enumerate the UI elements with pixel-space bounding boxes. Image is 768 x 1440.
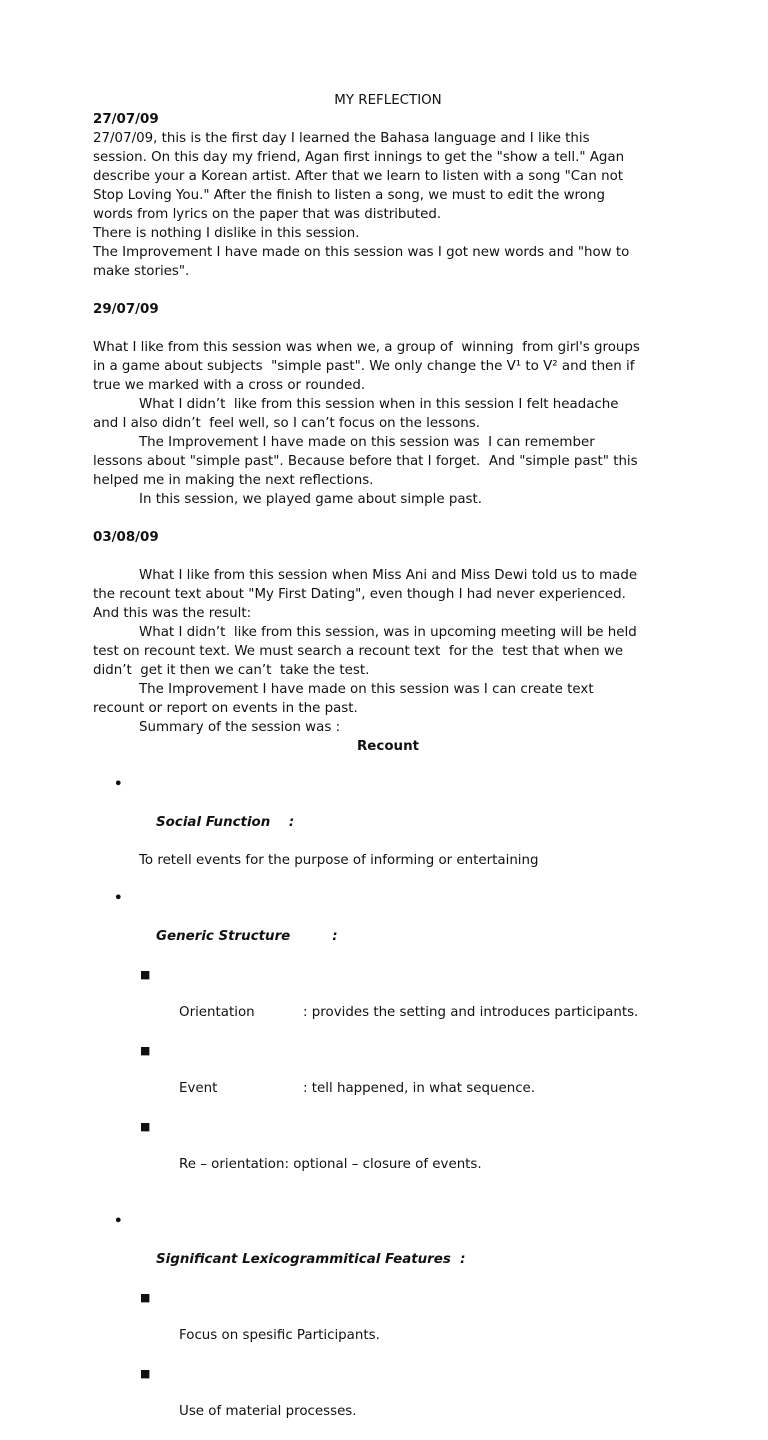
- square-bullet-icon: ■: [140, 1291, 151, 1304]
- section-date-3: 03/08/09: [93, 530, 159, 545]
- sub-item-label: Orientation: [179, 1005, 255, 1020]
- paragraph-line: The Improvement I have made on this session was I can create text: [139, 682, 594, 697]
- section-date-1: 27/07/09: [93, 112, 159, 127]
- paragraph-line: What I didn’t like from this session, was in upcoming meeting will be held: [139, 625, 637, 640]
- paragraph-line: true we marked with a cross or rounded.: [93, 378, 366, 393]
- sub-item-text: : provides the setting and introduces participants.: [303, 1005, 639, 1020]
- page-title: MY REFLECTION: [334, 93, 442, 108]
- paragraph-line: In this session, we played game about simple past.: [139, 492, 483, 507]
- sub-item-label: Event: [179, 1081, 218, 1096]
- square-bullet-icon: ■: [140, 1120, 151, 1133]
- list-item-label: Generic Structure :: [156, 929, 338, 944]
- list-item-generic-structure: [93, 889, 683, 965]
- sub-list-item: [93, 1288, 683, 1364]
- paragraph-line: And this was the result:: [93, 606, 252, 621]
- square-bullet-icon: ■: [140, 1044, 151, 1057]
- list-item-social-function: [93, 775, 683, 851]
- bullet-icon: •: [114, 777, 123, 792]
- paragraph-line: make stories".: [93, 264, 190, 279]
- sub-item-label: Re – orientation: [179, 1157, 285, 1172]
- spacer: [93, 870, 683, 889]
- sub-list-item: [93, 965, 683, 1041]
- paragraph-line: Stop Loving You." After the finish to listen a song, we must to edit the wrong: [93, 188, 605, 203]
- paragraph-line: What I didn’t like from this session when in this session I felt headache: [139, 397, 619, 412]
- sub-list-item: [93, 1041, 683, 1117]
- paragraph-line: Summary of the session was :: [139, 720, 341, 735]
- section-date-2: 29/07/09: [93, 302, 159, 317]
- paragraph-line: There is nothing I dislike in this session.: [93, 226, 360, 241]
- list-item-label: Significant Lexicogrammitical Features :: [156, 1252, 466, 1267]
- sub-list-item: [93, 1364, 683, 1440]
- paragraph-line: test on recount text. We must search a recount text for the test that when we: [93, 644, 624, 659]
- paragraph-line: 27/07/09, this is the first day I learned the Bahasa language and I like this: [93, 131, 590, 146]
- list-item-label: Social Function :: [156, 815, 295, 830]
- sub-list-item: [93, 1117, 683, 1193]
- paragraph-line: lessons about "simple past". Because before that I forget. And "simple past" this: [93, 454, 638, 469]
- paragraph-line: recount or report on events in the past.: [93, 701, 358, 716]
- sub-item-text: : optional – closure of events.: [284, 1157, 482, 1172]
- paragraph-line: and I also didn’t feel well, so I can’t focus on the lessons.: [93, 416, 480, 431]
- document-page: [93, 91, 683, 1440]
- paragraph-line: The Improvement I have made on this session was I can remember: [139, 435, 595, 450]
- paragraph-line: What I like from this session was when we, a group of winning from girl's groups: [93, 340, 640, 355]
- spacer: [93, 281, 683, 300]
- paragraph-line: words from lyrics on the paper that was distributed.: [93, 207, 442, 222]
- bullet-icon: •: [114, 891, 123, 906]
- spacer: [93, 319, 683, 338]
- paragraph-line: helped me in making the next reflections.: [93, 473, 374, 488]
- paragraph-line: The Improvement I have made on this session was I got new words and "how to: [93, 245, 630, 260]
- square-bullet-icon: ■: [140, 968, 151, 981]
- list-item-lexicogrammatical-features: [93, 1212, 683, 1288]
- bullet-icon: •: [114, 1214, 123, 1229]
- paragraph-line: What I like from this session when Miss Ani and Miss Dewi told us to made: [139, 568, 638, 583]
- paragraph-line: in a game about subjects "simple past". We only change the V¹ to V² and then if: [93, 359, 635, 374]
- spacer: [93, 1193, 683, 1212]
- paragraph-line: didn’t get it then we can’t take the test.: [93, 663, 370, 678]
- spacer: [93, 756, 683, 775]
- sub-item-text: : tell happened, in what sequence.: [303, 1081, 536, 1096]
- square-bullet-icon: ■: [140, 1367, 151, 1380]
- paragraph-line: describe your a Korean artist. After that we learn to listen with a song "Can not: [93, 169, 624, 184]
- sub-item-text: Focus on spesific Participants.: [179, 1328, 380, 1343]
- sub-item-text: Use of material processes.: [179, 1404, 357, 1419]
- paragraph-line: the recount text about "My First Dating", even though I had never experienced.: [93, 587, 626, 602]
- recount-heading: Recount: [357, 739, 419, 754]
- paragraph-line: session. On this day my friend, Agan first innings to get the "show a tell." Agan: [93, 150, 625, 165]
- spacer: [93, 547, 683, 566]
- spacer: [93, 509, 683, 528]
- list-item-text: To retell events for the purpose of informing or entertaining: [139, 853, 539, 868]
